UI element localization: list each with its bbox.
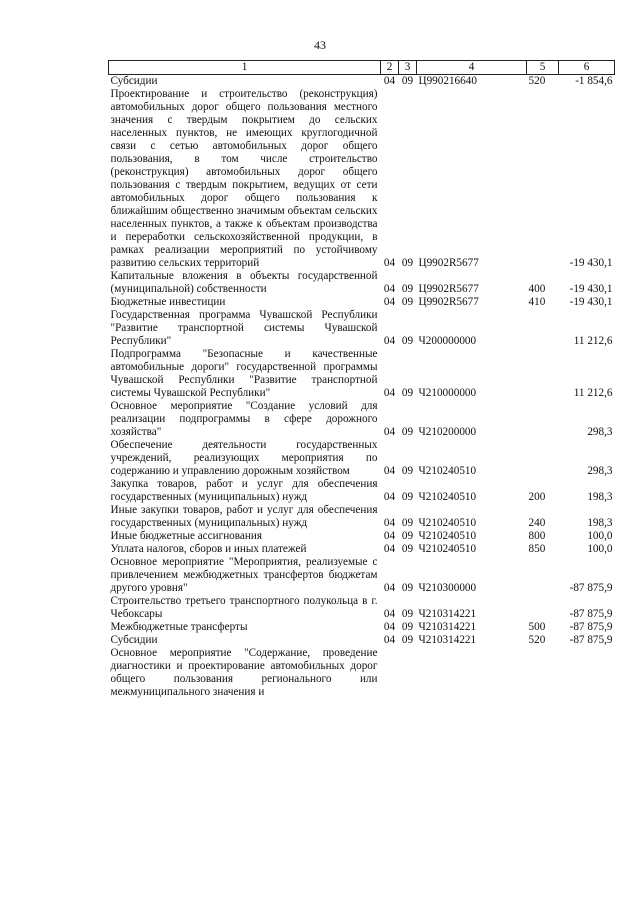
row-expense-type: 800 <box>528 530 546 542</box>
row-target-article: Ч210240510 <box>418 465 477 477</box>
table-row <box>109 504 615 530</box>
table-row <box>109 439 615 478</box>
row-section-code: 04 <box>383 543 396 555</box>
row-expense-type <box>527 88 559 270</box>
table-row <box>109 400 615 439</box>
row-section-code: 04 <box>383 296 396 308</box>
row-section-code: 04 <box>383 257 396 269</box>
row-amount: 100,0 <box>587 530 613 542</box>
row-expense-type: 520 <box>528 75 546 87</box>
row-name: Обеспечение деятельности государственных учреждений, реализующих мероприятия по содержанию и управлению дорожным хозяйством <box>110 439 378 477</box>
table-row <box>109 270 615 296</box>
row-expense-type: 240 <box>528 517 546 529</box>
row-name: Иные закупки товаров, работ и услуг для обеспечения государственных (муниципальных) нужд <box>110 504 378 529</box>
row-section-code: 04 <box>383 465 396 477</box>
row-subsection-code: 09 <box>401 257 414 269</box>
table-row <box>109 595 615 621</box>
row-target-article: Ч210314221 <box>418 608 477 620</box>
table-row <box>109 88 615 270</box>
column-header-1: 1 <box>109 61 381 75</box>
row-name: Бюджетные инвестиции <box>110 296 226 308</box>
row-expense-type: 410 <box>528 296 546 308</box>
table-row <box>109 296 615 309</box>
table-row <box>109 543 615 556</box>
row-expense-type: 200 <box>528 491 546 503</box>
row-expense-type <box>527 439 559 478</box>
row-amount: 11 212,6 <box>573 335 613 347</box>
row-section-code: 04 <box>383 283 396 295</box>
row-amount: -87 875,9 <box>569 621 613 633</box>
row-name: Основное мероприятие "Мероприятия, реализуемые с привлечением межбюджетных трансфертов бюджетам другого уровня" <box>110 556 378 594</box>
row-expense-type: 400 <box>528 283 546 295</box>
row-name: Субсидии <box>110 75 158 87</box>
row-target-article: Ч210314221 <box>418 621 477 633</box>
row-expense-type: 500 <box>528 621 546 633</box>
header-row <box>109 61 615 75</box>
row-subsection-code: 09 <box>401 465 414 477</box>
row-subsection-code: 09 <box>401 608 414 620</box>
row-target-article: Ч210240510 <box>418 491 477 503</box>
row-subsection-code: 09 <box>401 543 414 555</box>
row-subsection-code <box>399 647 417 699</box>
row-amount: 298,3 <box>587 426 613 438</box>
row-subsection-code: 09 <box>401 634 414 646</box>
row-subsection-code: 09 <box>401 621 414 633</box>
row-name: Основное мероприятие "Создание условий для реализации подпрограммы в сфере дорожного хозяйства" <box>110 400 378 438</box>
row-amount: 198,3 <box>587 517 613 529</box>
table-header <box>109 61 615 75</box>
row-amount: 298,3 <box>587 465 613 477</box>
row-section-code: 04 <box>383 530 396 542</box>
row-target-article: Ч210240510 <box>418 543 477 555</box>
row-section-code: 04 <box>383 426 396 438</box>
row-section-code: 04 <box>383 582 396 594</box>
row-target-article: Ч210300000 <box>418 582 477 594</box>
row-subsection-code: 09 <box>401 75 414 87</box>
row-amount: -1 854,6 <box>575 75 613 87</box>
row-name: Уплата налогов, сборов и иных платежей <box>110 543 307 555</box>
row-section-code: 04 <box>383 634 396 646</box>
row-amount: -87 875,9 <box>569 608 613 620</box>
row-target-article: Ч210000000 <box>418 387 477 399</box>
row-section-code: 04 <box>383 491 396 503</box>
row-target-article: Ч210240510 <box>418 517 477 529</box>
row-target-article: Ч210200000 <box>418 426 477 438</box>
row-section-code <box>381 647 399 699</box>
row-amount: -19 430,1 <box>569 283 613 295</box>
table-row <box>109 530 615 543</box>
column-header-4: 4 <box>417 61 527 75</box>
row-amount: -87 875,9 <box>569 634 613 646</box>
row-section-code: 04 <box>383 621 396 633</box>
row-target-article <box>417 647 527 699</box>
row-name: Подпрограмма "Безопасные и качественные автомобильные дороги" государственной программы Чувашской Республики "Развитие транспортной системы Чувашской Республики" <box>110 348 378 399</box>
column-header-2: 2 <box>381 61 399 75</box>
row-subsection-code: 09 <box>401 530 414 542</box>
row-target-article: Ч210240510 <box>418 530 477 542</box>
row-target-article: Ц9902R5677 <box>418 283 479 295</box>
table-body <box>109 75 615 700</box>
column-header-6: 6 <box>559 61 615 75</box>
row-name: Основное мероприятие "Содержание, проведение диагностики и проектирование автомобильных дорог общего пользования регионального или межмуниципального значения и <box>110 647 378 698</box>
row-amount: 100,0 <box>587 543 613 555</box>
column-header-3: 3 <box>399 61 417 75</box>
row-name: Субсидии <box>110 634 158 646</box>
row-subsection-code: 09 <box>401 517 414 529</box>
row-expense-type <box>527 309 559 348</box>
table-row <box>109 478 615 504</box>
row-name: Закупка товаров, работ и услуг для обеспечения государственных (муниципальных) нужд <box>110 478 378 503</box>
row-subsection-code: 09 <box>401 426 414 438</box>
table-row <box>109 309 615 348</box>
row-expense-type: 850 <box>528 543 546 555</box>
row-amount: -87 875,9 <box>569 582 613 594</box>
row-name: Государственная программа Чувашской Республики "Развитие транспортной системы Чувашской Республики" <box>110 309 378 347</box>
row-expense-type <box>527 348 559 400</box>
row-subsection-code: 09 <box>401 582 414 594</box>
row-subsection-code: 09 <box>401 335 414 347</box>
row-target-article: Ч210314221 <box>418 634 477 646</box>
row-subsection-code: 09 <box>401 283 414 295</box>
row-expense-type: 520 <box>528 634 546 646</box>
row-section-code: 04 <box>383 75 396 87</box>
row-expense-type <box>527 647 559 699</box>
row-amount: 11 212,6 <box>573 387 613 399</box>
row-section-code: 04 <box>383 335 396 347</box>
table-row <box>109 634 615 647</box>
table-row <box>109 348 615 400</box>
row-section-code: 04 <box>383 387 396 399</box>
row-expense-type <box>527 400 559 439</box>
row-name: Строительство третьего транспортного полукольца в г. Чебоксары <box>110 595 378 620</box>
column-header-5: 5 <box>527 61 559 75</box>
row-section-code: 04 <box>383 517 396 529</box>
row-amount: -19 430,1 <box>569 257 613 269</box>
row-target-article: Ц9902R5677 <box>418 257 479 269</box>
row-name: Межбюджетные трансферты <box>110 621 248 633</box>
table-row <box>109 556 615 595</box>
row-name: Проектирование и строительство (реконструкция) автомобильных дорог общего пользования местного значения с твердым покрытием до сельских населенных пунктов, не имеющих круглогодичной связи с сетью автомобильных дорог общего пользования, в том числе строительство (реконструкция) автомобильных дорог общего пользования с твердым покрытием, ведущих от сети автомобильных дорог общего пользования к ближайшим общественно значимым объектам сельских населенных пунктов, а также к объектам производства и переработки сельскохозяйственной продукции, в рамках реализации мероприятий по устойчивому развитию сельских территорий <box>110 88 378 269</box>
table-row <box>109 75 615 89</box>
row-expense-type <box>527 595 559 621</box>
row-subsection-code: 09 <box>401 387 414 399</box>
row-subsection-code: 09 <box>401 491 414 503</box>
row-amount: 198,3 <box>587 491 613 503</box>
row-subsection-code: 09 <box>401 296 414 308</box>
row-name: Капитальные вложения в объекты государственной (муниципальной) собственности <box>110 270 378 295</box>
page-number: 43 <box>314 38 326 52</box>
row-name: Иные бюджетные ассигнования <box>110 530 262 542</box>
row-target-article: Ц9902R5677 <box>418 296 479 308</box>
row-amount: -19 430,1 <box>569 296 613 308</box>
row-section-code: 04 <box>383 608 396 620</box>
row-amount <box>559 647 615 699</box>
table-row <box>109 647 615 699</box>
row-expense-type <box>527 556 559 595</box>
row-target-article: Ц990216640 <box>418 75 477 87</box>
row-target-article: Ч200000000 <box>418 335 477 347</box>
budget-table <box>108 60 615 699</box>
table-row <box>109 621 615 634</box>
